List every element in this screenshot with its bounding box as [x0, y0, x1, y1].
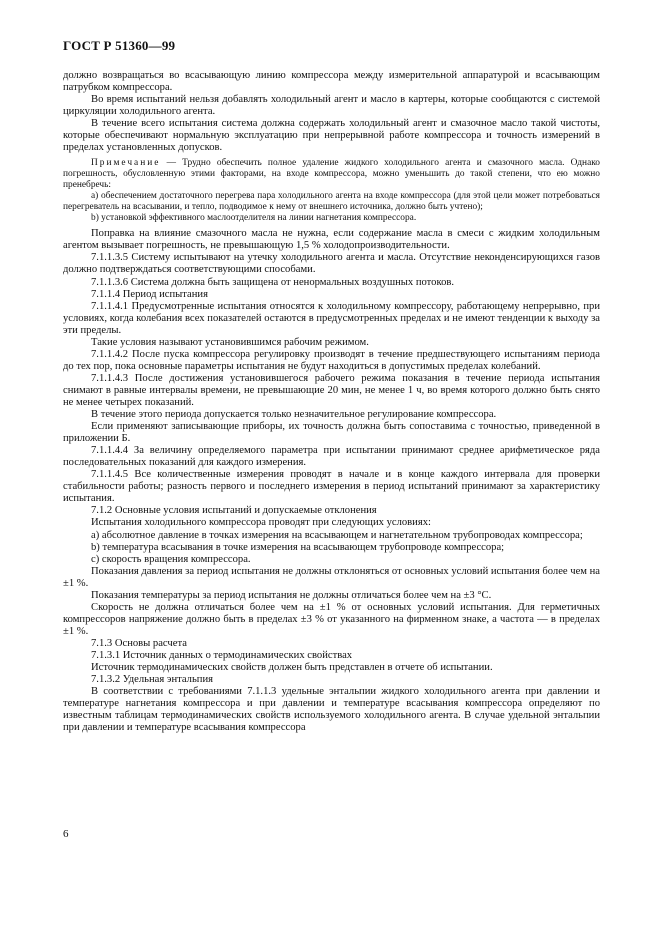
- paragraph: Показания температуры за период испытания не должны отличаться более чем на ±3 °С.: [91, 589, 492, 601]
- note-item-b: b) установкой эффективного маслоотделителя на линии нагнетания компрессора.: [91, 213, 417, 224]
- paragraph: 7.1.1.4.4 За величину определяемого параметра при испытании принимают среднее арифметическое ряда последовательных показаний для каждого измерения.: [63, 445, 600, 469]
- paragraph: 7.1.1.3.6 Система должна быть защищена от ненормальных воздушных потоков.: [91, 276, 455, 288]
- paragraph: В соответствии с требованиями 7.1.1.3 удельные энтальпии жидкого холодильного агента при давлении и температуре нагнетания компрессора и при давлении и температуре всасывания компрессора определяют по известным таблицам термодинамических свойств используемого холодильного агента. В случае удельной энтальпии при давлении и температуре всасывания компрессора: [63, 686, 600, 734]
- paragraph: Во время испытаний нельзя добавлять холодильный агент и масло в картеры, которые сообщаются с системой циркуляции холодильного агента.: [63, 94, 600, 118]
- paragraph: Источник термодинамических свойств должен быть представлен в отчете об испытании.: [91, 662, 493, 674]
- section-heading: 7.1.3 Основы расчета: [91, 637, 187, 649]
- note-paragraph: [63, 158, 600, 191]
- section-heading: 7.1.3.2 Удельная энтальпия: [91, 674, 213, 686]
- paragraph: Показания давления за период испытания не должны отклоняться от основных условий испытания более чем на ±1 %.: [63, 565, 601, 589]
- paragraph: должно возвращаться во всасывающую линию компрессора между измерительной аппаратурой и всасывающим патрубком компрессора.: [63, 70, 600, 94]
- note-item-a: а) обеспечением достаточного перегрева пара холодильного агента на входе компрессора (для этой цели может потребоваться перегреватель на всасывании, и тепло, подводимое к нему от внешнего источника, должно быть учтено);: [63, 191, 600, 213]
- page-number: 6: [63, 828, 69, 840]
- paragraph: 7.1.1.3.5 Систему испытывают на утечку холодильного агента и масла. Отсутствие неконденсирующихся газов должно подтверждаться соответствующими способами.: [63, 252, 600, 276]
- paragraph: В течение всего испытания система должна содержать холодильный агент и смазочное масло такой чистоты, которые обеспечивают нормальную эксплуатацию при непрерывной работе компрессора и точность измерений в пределах установленных допусков.: [63, 118, 600, 154]
- section-heading: 7.1.3.1 Источник данных о термодинамических свойствах: [91, 649, 353, 661]
- paragraph: В течение этого периода допускается только незначительное регулирование компрессора.: [91, 409, 497, 421]
- paragraph: Испытания холодильного компрессора проводят при следующих условиях:: [91, 517, 431, 529]
- paragraph: 7.1.1.4.2 После пуска компрессора регулировку производят в течение предшествующего испытаниям периода до тех пор, пока основные параметры испытания не будут находиться в допустимых пределах колебаний.: [63, 348, 600, 372]
- note-text: — Трудно обеспечить полное удаление жидкого холодильного агента и смазочного масла. Однако погрешность, обусловленную этими факторами, на входе компрессора, можно уменьшить до такой степени, что ею можно пренебречь:: [63, 158, 600, 191]
- paragraph: Если применяют записывающие приборы, их точность должна быть сопоставима с точностью, приведенной в приложении Б.: [63, 421, 600, 445]
- document-body: [63, 70, 600, 734]
- list-item: b) температура всасывания в точке измерения на всасывающем трубопроводе компрессора;: [91, 541, 505, 553]
- section-heading: 7.1.2 Основные условия испытаний и допускаемые отклонения: [91, 505, 377, 517]
- paragraph: 7.1.1.4.5 Все количественные измерения проводят в начале и в конце каждого интервала для проверки стабильности работы; разность первого и последнего измерения в период испытаний принимают за характеристику испытания.: [63, 469, 600, 505]
- paragraph: 7.1.1.4.1 Предусмотренные испытания относятся к холодильному компрессору, работающему непрерывно, при условиях, когда колебания всех показателей остаются в предусмотренных пределах и не имеют тенденции к выходу за эти пределы.: [63, 300, 600, 336]
- paragraph: Скорость не должна отличаться более чем на ±1 % от основных условий испытания. Для герметичных компрессоров напряжение должно быть в пределах ±3 % от указанного на фирменном знаке, а частота — в пределах ±1 %.: [63, 601, 600, 637]
- document-header: ГОСТ Р 51360—99: [63, 38, 176, 53]
- paragraph: Такие условия называют установившимся рабочим режимом.: [91, 336, 369, 348]
- paragraph: Поправка на влияние смазочного масла не нужна, если содержание масла в смеси с жидким холодильным агентом вызывает погрешность, не превышающую 1,5 % холодопроизводительности.: [63, 228, 600, 252]
- paragraph: 7.1.1.4.3 После достижения установившегося рабочего режима показания в течение периода испытания снимают в равные интервалы времени, не превышающие 20 мин, не менее 1 ч, во время которого должно быть снято не менее четырех показаний.: [63, 372, 600, 408]
- list-item: а) абсолютное давление в точках измерения на всасывающем и нагнетательном трубопроводах компрессора;: [91, 529, 583, 541]
- list-item: с) скорость вращения компрессора.: [91, 553, 251, 565]
- section-heading: 7.1.1.4 Период испытания: [91, 288, 208, 300]
- note-label: Примечание: [91, 158, 161, 169]
